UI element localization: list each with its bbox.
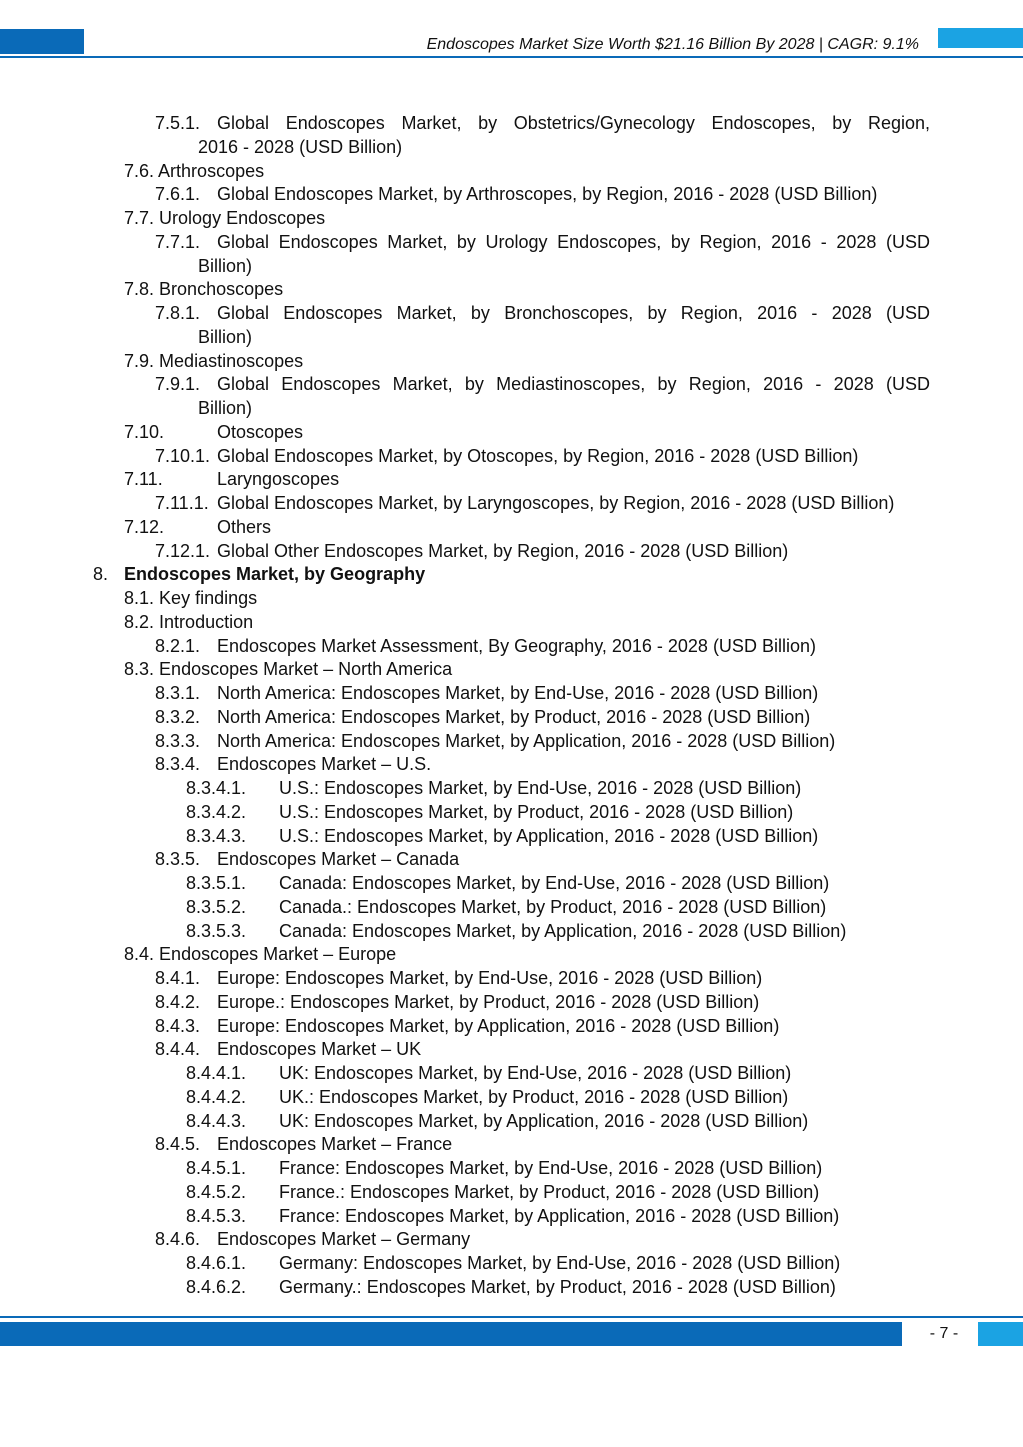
toc-title: Europe.: Endoscopes Market, by Product, 2016 - 2028 (USD Billion): [217, 991, 760, 1012]
toc-entry: [0, 682, 1023, 706]
toc-number: 7.9.1.: [155, 374, 201, 395]
footer-rule: [0, 1316, 1023, 1318]
toc-title: Arthroscopes: [158, 160, 265, 181]
toc-entry: [0, 492, 1023, 516]
toc-number: 7.8.1.: [155, 303, 201, 323]
toc-entry: [0, 445, 1023, 469]
toc-number: 8.4.: [124, 944, 155, 965]
toc-title: Endoscopes Market – North America: [159, 659, 453, 680]
toc-inline: [124, 278, 283, 302]
toc-number: 8.3.5.2.: [186, 896, 247, 917]
toc-title-continued: Billion): [198, 255, 253, 276]
toc-entry: [0, 563, 1023, 587]
toc-title: Global Endoscopes Market, by Otoscopes, by Region, 2016 - 2028 (USD Billion): [217, 445, 859, 466]
toc-title: Bronchoscopes: [159, 279, 284, 300]
toc-number: 8.4.2.: [155, 991, 201, 1012]
toc-title: Canada: Endoscopes Market, by Application, 2016 - 2028 (USD Billion): [279, 920, 847, 941]
toc-title: Endoscopes Market – Germany: [217, 1229, 471, 1250]
toc-number: 8.2.: [124, 611, 155, 632]
toc-entry: [0, 183, 1023, 207]
toc-title: Others: [217, 516, 272, 537]
toc-entry: [0, 421, 1023, 445]
header-bar-left: [0, 29, 84, 54]
toc-number: 8.3.4.3.: [186, 825, 247, 846]
header-title: Endoscopes Market Size Worth $21.16 Billion By 2028 | CAGR: 9.1%: [426, 36, 919, 53]
toc-number: 8.3.: [124, 659, 155, 680]
toc-number: 7.6.1.: [155, 184, 201, 205]
toc-title: Global Other Endoscopes Market, by Region, 2016 - 2028 (USD Billion): [217, 540, 789, 561]
toc-number: 7.5.1.: [155, 113, 201, 133]
toc-title: France.: Endoscopes Market, by Product, 2016 - 2028 (USD Billion): [279, 1181, 820, 1202]
toc-entry: [0, 920, 1023, 944]
toc-number: 8.4.6.: [155, 1229, 201, 1250]
toc-entry: [0, 1252, 1023, 1276]
toc-entry: [0, 1205, 1023, 1229]
toc-title: Global Endoscopes Market, by Laryngoscopes, by Region, 2016 - 2028 (USD Billion): [217, 493, 895, 513]
toc-number: 7.11.1.: [155, 493, 209, 513]
toc-title: UK.: Endoscopes Market, by Product, 2016 - 2028 (USD Billion): [279, 1086, 789, 1107]
toc-title: Endoscopes Market – Canada: [217, 849, 460, 870]
toc-number: 7.12.1.: [155, 540, 211, 561]
toc-entry: [0, 706, 1023, 730]
toc-title: Global Endoscopes Market, by Mediastinoscopes, by Region, 2016 - 2028 (USD: [217, 374, 930, 395]
toc-number: 8.3.1.: [155, 683, 201, 703]
toc-title: U.S.: Endoscopes Market, by Product, 2016 - 2028 (USD Billion): [279, 801, 794, 822]
toc-number: 8.3.4.2.: [186, 801, 247, 822]
toc-inline: [124, 160, 264, 184]
toc-title: Endoscopes Market – Europe: [159, 944, 397, 965]
toc-number: 8.4.4.1.: [186, 1063, 247, 1083]
toc-entry: [0, 777, 1023, 801]
toc-number: 7.8.: [124, 279, 155, 300]
toc-number: 8.4.5.1.: [186, 1158, 247, 1178]
toc-number: 8.1.: [124, 588, 155, 608]
toc-entry: [0, 1157, 1023, 1181]
toc-number: 8.4.5.: [155, 1134, 201, 1155]
toc-title: Global Endoscopes Market, by Obstetrics/Gynecology Endoscopes, by Region,: [217, 113, 930, 133]
toc-title-continued: Billion): [198, 326, 253, 347]
toc-entry: [0, 1015, 1023, 1039]
toc-title: North America: Endoscopes Market, by Product, 2016 - 2028 (USD Billion): [217, 706, 811, 727]
toc-title: Endoscopes Market – UK: [217, 1039, 422, 1060]
footer-bar-right: [978, 1322, 1023, 1346]
toc-entry: [0, 611, 1023, 635]
toc-entry: [0, 1086, 1023, 1110]
toc-entry: [0, 207, 1023, 231]
toc-number: 8.3.5.1.: [186, 873, 247, 893]
toc-title: Mediastinoscopes: [159, 350, 304, 371]
toc-number: 7.9.: [124, 350, 155, 371]
toc-title: Global Endoscopes Market, by Bronchoscopes, by Region, 2016 - 2028 (USD: [217, 303, 930, 323]
toc-entry: [0, 587, 1023, 611]
toc-entry: [0, 373, 1023, 421]
toc-title-continued: 2016 - 2028 (USD Billion): [198, 136, 403, 157]
toc-title: U.S.: Endoscopes Market, by End-Use, 2016 - 2028 (USD Billion): [279, 778, 802, 798]
toc-title: Endoscopes Market – France: [217, 1134, 453, 1155]
toc-number: 8.4.6.2.: [186, 1276, 247, 1297]
toc-number: 8.3.3.: [155, 730, 201, 751]
toc-number: 8.4.3.: [155, 1015, 201, 1036]
toc-title: Europe: Endoscopes Market, by End-Use, 2016 - 2028 (USD Billion): [217, 968, 763, 988]
toc-entry: [0, 801, 1023, 825]
toc-entry: [0, 967, 1023, 991]
toc-entry: [0, 753, 1023, 777]
toc-title: Canada: Endoscopes Market, by End-Use, 2016 - 2028 (USD Billion): [279, 873, 830, 893]
toc-title: Introduction: [159, 611, 254, 632]
toc-entry: [0, 896, 1023, 920]
toc-entry: [0, 872, 1023, 896]
toc-number: 8.4.4.2.: [186, 1086, 247, 1107]
toc-entry: [0, 516, 1023, 540]
toc-title: Endoscopes Market, by Geography: [124, 564, 426, 585]
toc-number: 7.7.: [124, 208, 155, 228]
toc-entry: [0, 730, 1023, 754]
toc-number: 8.4.5.3.: [186, 1205, 247, 1226]
toc-entry: [0, 1062, 1023, 1086]
toc-entry: [0, 658, 1023, 682]
toc-inline: [124, 587, 257, 611]
toc-entry: [0, 302, 1023, 350]
toc-title: North America: Endoscopes Market, by Application, 2016 - 2028 (USD Billion): [217, 730, 836, 751]
toc-title: Laryngoscopes: [217, 469, 340, 490]
toc-entry: [0, 1181, 1023, 1205]
page-number: - 7 -: [929, 1325, 959, 1342]
toc-number: 8.: [93, 564, 109, 585]
toc-entry: [0, 848, 1023, 872]
toc-entry: [0, 112, 1023, 160]
toc-title: Otoscopes: [217, 421, 304, 442]
toc-inline: [124, 943, 396, 967]
toc-entry: [0, 1110, 1023, 1134]
toc-inline: [124, 658, 452, 682]
toc-number: 8.3.2.: [155, 706, 201, 727]
header-bar-right: [938, 28, 1023, 48]
toc-number: 8.3.4.1.: [186, 778, 247, 798]
toc-entry: [0, 1228, 1023, 1252]
toc-number: 8.4.1.: [155, 968, 201, 988]
toc-number: 7.6.: [124, 160, 155, 181]
toc-number: 7.11.: [124, 469, 163, 490]
toc-number: 8.3.4.: [155, 754, 201, 775]
toc-title: Canada.: Endoscopes Market, by Product, 2016 - 2028 (USD Billion): [279, 896, 827, 917]
toc-entry: [0, 160, 1023, 184]
toc-entry: [0, 278, 1023, 302]
toc-entry: [0, 1038, 1023, 1062]
toc-title: Endoscopes Market Assessment, By Geography, 2016 - 2028 (USD Billion): [217, 635, 816, 656]
toc-number: 8.3.5.3.: [186, 920, 247, 941]
toc-number: 8.4.6.1.: [186, 1253, 247, 1273]
toc-entry: [0, 991, 1023, 1015]
footer-bar-left: [0, 1322, 902, 1346]
header-rule: [0, 56, 1023, 58]
toc-entry: [0, 1133, 1023, 1157]
toc-entry: [0, 1276, 1023, 1300]
toc-number: 8.4.5.2.: [186, 1181, 247, 1202]
toc-title: Global Endoscopes Market, by Urology Endoscopes, by Region, 2016 - 2028 (USD: [217, 231, 930, 252]
toc-title: Germany.: Endoscopes Market, by Product, 2016 - 2028 (USD Billion): [279, 1276, 836, 1297]
toc-number: 7.10.: [124, 421, 165, 442]
toc-title-continued: Billion): [198, 398, 253, 418]
toc-number: 7.12.: [124, 516, 165, 537]
toc-title: France: Endoscopes Market, by Application, 2016 - 2028 (USD Billion): [279, 1205, 840, 1226]
toc-title: Key findings: [159, 588, 258, 608]
toc-number: 8.3.5.: [155, 849, 201, 870]
toc-number: 7.7.1.: [155, 231, 201, 252]
toc-title: UK: Endoscopes Market, by Application, 2016 - 2028 (USD Billion): [279, 1110, 809, 1131]
toc-number: 7.10.1.: [155, 445, 211, 466]
toc-entry: [0, 468, 1023, 492]
toc-entry: [0, 350, 1023, 374]
toc-title: Endoscopes Market – U.S.: [217, 754, 432, 775]
toc-entry: [0, 540, 1023, 564]
toc-title: France: Endoscopes Market, by End-Use, 2016 - 2028 (USD Billion): [279, 1158, 823, 1178]
toc-inline: [124, 611, 253, 635]
toc-number: 8.4.4.3.: [186, 1110, 247, 1131]
toc-entry: [0, 943, 1023, 967]
toc-entry: [0, 825, 1023, 849]
toc-title: Europe: Endoscopes Market, by Application, 2016 - 2028 (USD Billion): [217, 1015, 780, 1036]
toc-inline: [124, 350, 303, 374]
toc-title: UK: Endoscopes Market, by End-Use, 2016 - 2028 (USD Billion): [279, 1063, 792, 1083]
toc-inline: [124, 207, 325, 231]
table-of-contents: [0, 112, 1023, 1300]
toc-number: 8.2.1.: [155, 635, 201, 656]
toc-entry: [0, 635, 1023, 659]
toc-title: Germany: Endoscopes Market, by End-Use, 2016 - 2028 (USD Billion): [279, 1253, 841, 1273]
toc-number: 8.4.4.: [155, 1039, 201, 1060]
toc-title: Urology Endoscopes: [159, 208, 326, 228]
toc-title: Global Endoscopes Market, by Arthroscopes, by Region, 2016 - 2028 (USD Billion): [217, 184, 878, 205]
toc-entry: [0, 231, 1023, 279]
toc-title: U.S.: Endoscopes Market, by Application, 2016 - 2028 (USD Billion): [279, 825, 819, 846]
toc-title: North America: Endoscopes Market, by End-Use, 2016 - 2028 (USD Billion): [217, 683, 819, 703]
